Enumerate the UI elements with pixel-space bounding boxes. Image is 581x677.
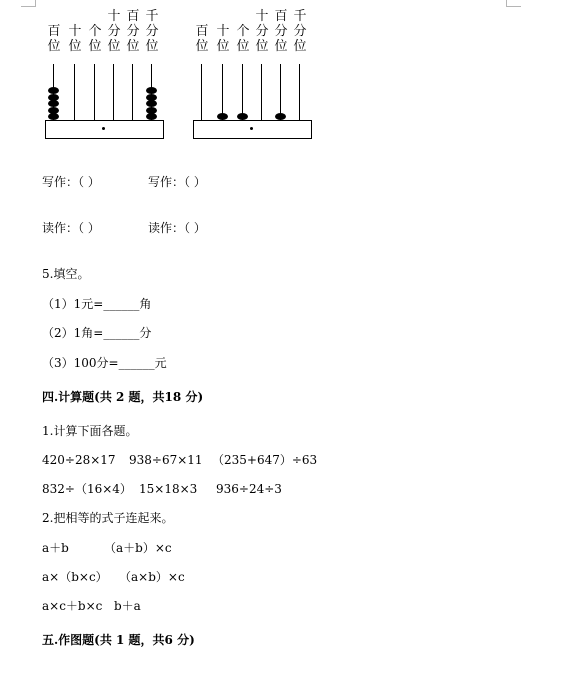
place-value-label: 十 分 位: [255, 9, 269, 54]
read-label-left: 读作：（ ）: [42, 221, 100, 235]
section-5-heading: 五.作图题(共 1 题，共6 分): [42, 633, 195, 647]
abacus-bead: [275, 113, 286, 120]
place-value-label: 百 分 位: [274, 9, 288, 54]
place-value-label: 百 分 位: [126, 9, 140, 54]
abacus-rod: [261, 64, 262, 120]
abacus-bead: [146, 94, 157, 101]
match-expression-left: a×（b×c）: [42, 570, 108, 584]
abacus-bead: [146, 107, 157, 114]
read-label-right: 读作：（ ）: [148, 221, 206, 235]
abacus-rod: [299, 64, 300, 120]
match-expression-right: （a×b）×c: [119, 570, 185, 584]
abacus-rod: [132, 64, 133, 120]
calc-expression: 936÷24÷3: [216, 482, 282, 496]
decimal-point: [250, 127, 253, 130]
place-value-label: 十 分 位: [107, 9, 121, 54]
page-corner-mark-right: [506, 0, 521, 7]
match-expression-right: （a＋b）×c: [104, 541, 172, 555]
calc-question-title: 1.计算下面各题。: [42, 424, 138, 438]
abacus-rod: [113, 64, 114, 120]
calc-expression: 938÷67×11: [129, 453, 203, 467]
write-label-left: 写作：（ ）: [42, 175, 100, 189]
abacus-rod: [242, 64, 243, 120]
place-value-label: 十 位: [216, 24, 230, 54]
place-value-label: 个 位: [236, 24, 250, 54]
question-5-item-2: （2）1角=______分: [42, 326, 152, 340]
abacus-rod: [74, 64, 75, 120]
abacus-bead: [48, 87, 59, 94]
abacus-bead: [48, 113, 59, 120]
place-value-label: 千 分 位: [145, 9, 159, 54]
match-expression-right: b＋a: [114, 599, 141, 613]
calc-expression: 15×18×3: [139, 482, 198, 496]
page-corner-mark-left: [21, 0, 36, 7]
abacus-bead: [237, 113, 248, 120]
abacus-rod: [201, 64, 202, 120]
abacus-bead: [146, 100, 157, 107]
abacus-bead: [217, 113, 228, 120]
question-5-item-1: （1）1元=______角: [42, 297, 152, 311]
calc-expression: 832÷（16×4）: [42, 482, 132, 496]
abacus-bead: [146, 113, 157, 120]
abacus-rod: [94, 64, 95, 120]
place-value-label: 百 位: [195, 24, 209, 54]
calc-expression: （235+647）÷63: [212, 453, 318, 467]
place-value-label: 百 位: [47, 24, 61, 54]
abacus-bead: [146, 87, 157, 94]
match-question-title: 2.把相等的式子连起来。: [42, 511, 174, 525]
section-4-heading: 四.计算题(共 2 题，共18 分): [42, 390, 204, 404]
abacus-right: [193, 6, 315, 140]
calc-expression: 420÷28×17: [42, 453, 116, 467]
abacus-rod: [222, 64, 223, 120]
abacus-bead: [48, 107, 59, 114]
abacus-bead: [48, 100, 59, 107]
abacus-bead: [48, 94, 59, 101]
question-5-item-3: （3）100分=______元: [42, 356, 167, 370]
match-expression-left: a＋b: [42, 541, 69, 555]
place-value-label: 个 位: [88, 24, 102, 54]
question-5-title: 5.填空。: [42, 267, 90, 281]
place-value-label: 千 分 位: [293, 9, 307, 54]
abacus-rod: [280, 64, 281, 120]
place-value-label: 十 位: [68, 24, 82, 54]
match-expression-left: a×c＋b×c: [42, 599, 103, 613]
abacus-left: [45, 6, 167, 140]
decimal-point: [102, 127, 105, 130]
write-label-right: 写作：（ ）: [148, 175, 206, 189]
